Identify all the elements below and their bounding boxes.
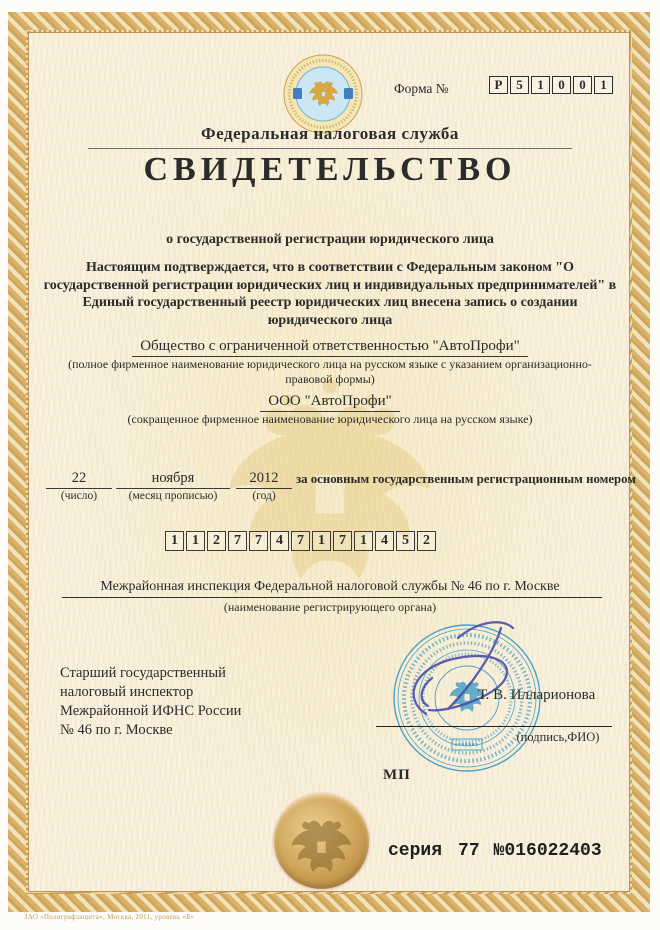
- form-code-boxes: [489, 76, 613, 94]
- authority-name: Межрайонная инспекция Федеральной налоговой службы № 46 по г. Москве: [100, 579, 560, 594]
- official-title-line: № 46 по г. Москве: [60, 722, 173, 738]
- date-month-value: ноября: [116, 470, 230, 489]
- authority-caption: (наименование регистрирующего органа): [223, 600, 437, 614]
- gold-embossed-seal: [274, 794, 369, 889]
- mp-seal-label: МП: [383, 767, 411, 783]
- signatory-name: Т. В. Илларионова: [478, 687, 596, 703]
- ogrn-digit: 7: [228, 531, 247, 551]
- ogrn-digit: 1: [354, 531, 373, 551]
- form-number-label: Форма №: [394, 81, 449, 96]
- printer-imprint: ЗАО «Полиграфзащита», Москва, 2011, уровень «Б»: [24, 913, 195, 921]
- ogrn-digit: 4: [375, 531, 394, 551]
- series-number-line: [388, 841, 602, 861]
- agency-underline: [88, 148, 572, 149]
- fns-emblem-icon: [283, 54, 363, 134]
- short-company-name: [0, 393, 660, 412]
- full-company-name: [0, 338, 660, 357]
- certificate-number: №016022403: [493, 841, 602, 861]
- ogrn-digit: 7: [333, 531, 352, 551]
- full-name-caption: (полное фирменное наименование юридического лица на русском языке с указанием организационно-правовой формы): [68, 357, 592, 386]
- short-name-caption: (сокращенное фирменное наименование юридического лица на русском языке): [127, 412, 533, 426]
- ogrn-digit: 2: [207, 531, 226, 551]
- form-code-digit: 1: [594, 76, 613, 94]
- form-code-digit: 0: [573, 76, 592, 94]
- document-title: СВИДЕТЕЛЬСТВО: [143, 151, 517, 188]
- ogrn-digit: 4: [270, 531, 289, 551]
- series-label: серия: [388, 841, 443, 861]
- authority-underline: [62, 597, 602, 598]
- official-title-line: налоговый инспектор: [60, 684, 194, 700]
- ogrn-digit: 1: [186, 531, 205, 551]
- date-year-field: [236, 470, 292, 502]
- seal-eagle-icon: [286, 804, 357, 879]
- ogrn-digit: 7: [249, 531, 268, 551]
- signature-caption: (подпись,ФИО): [516, 730, 600, 744]
- agency-name: Федеральная налоговая служба: [201, 124, 459, 143]
- date-year-value: 2012: [236, 470, 292, 489]
- ogrn-number-boxes: [165, 531, 436, 551]
- date-day-caption: (число): [60, 490, 98, 502]
- form-code-digit: Р: [489, 76, 508, 94]
- short-company-name-value: ООО "АвтоПрофи": [260, 393, 399, 412]
- ogrn-digit: 5: [396, 531, 415, 551]
- signature-line: [376, 726, 612, 727]
- ogrn-digit: 1: [165, 531, 184, 551]
- official-title-line: Межрайонной ИФНС России: [60, 703, 242, 719]
- date-day-value: 22: [46, 470, 112, 489]
- date-year-caption: (год): [252, 490, 276, 502]
- form-code-digit: 1: [531, 76, 550, 94]
- full-company-name-value: Общество с ограниченной ответственностью "АвтоПрофи": [132, 338, 528, 357]
- date-day-field: [46, 470, 112, 502]
- ogrn-digit: 2: [417, 531, 436, 551]
- ogrn-intro-text: за основным государственным регистрационным номером: [296, 472, 636, 486]
- date-month-field: [116, 470, 230, 502]
- statement-text: Настоящим подтверждается, что в соответствии с Федеральным законом "О государственной регистрации юридических лиц и индивидуальных предпринимателей" в Единый государственный реестр юридических лиц внесена запись о создании юридического лица: [43, 260, 617, 328]
- date-month-caption: (месяц прописью): [128, 490, 218, 502]
- series-value: 77: [458, 841, 480, 861]
- official-title-line: Старший государственный: [60, 665, 226, 681]
- form-code-digit: 0: [552, 76, 571, 94]
- form-code-digit: 5: [510, 76, 529, 94]
- ogrn-digit: 1: [312, 531, 331, 551]
- ogrn-digit: 7: [291, 531, 310, 551]
- official-title-block: [60, 664, 241, 740]
- document-subtitle: о государственной регистрации юридического лица: [166, 232, 494, 247]
